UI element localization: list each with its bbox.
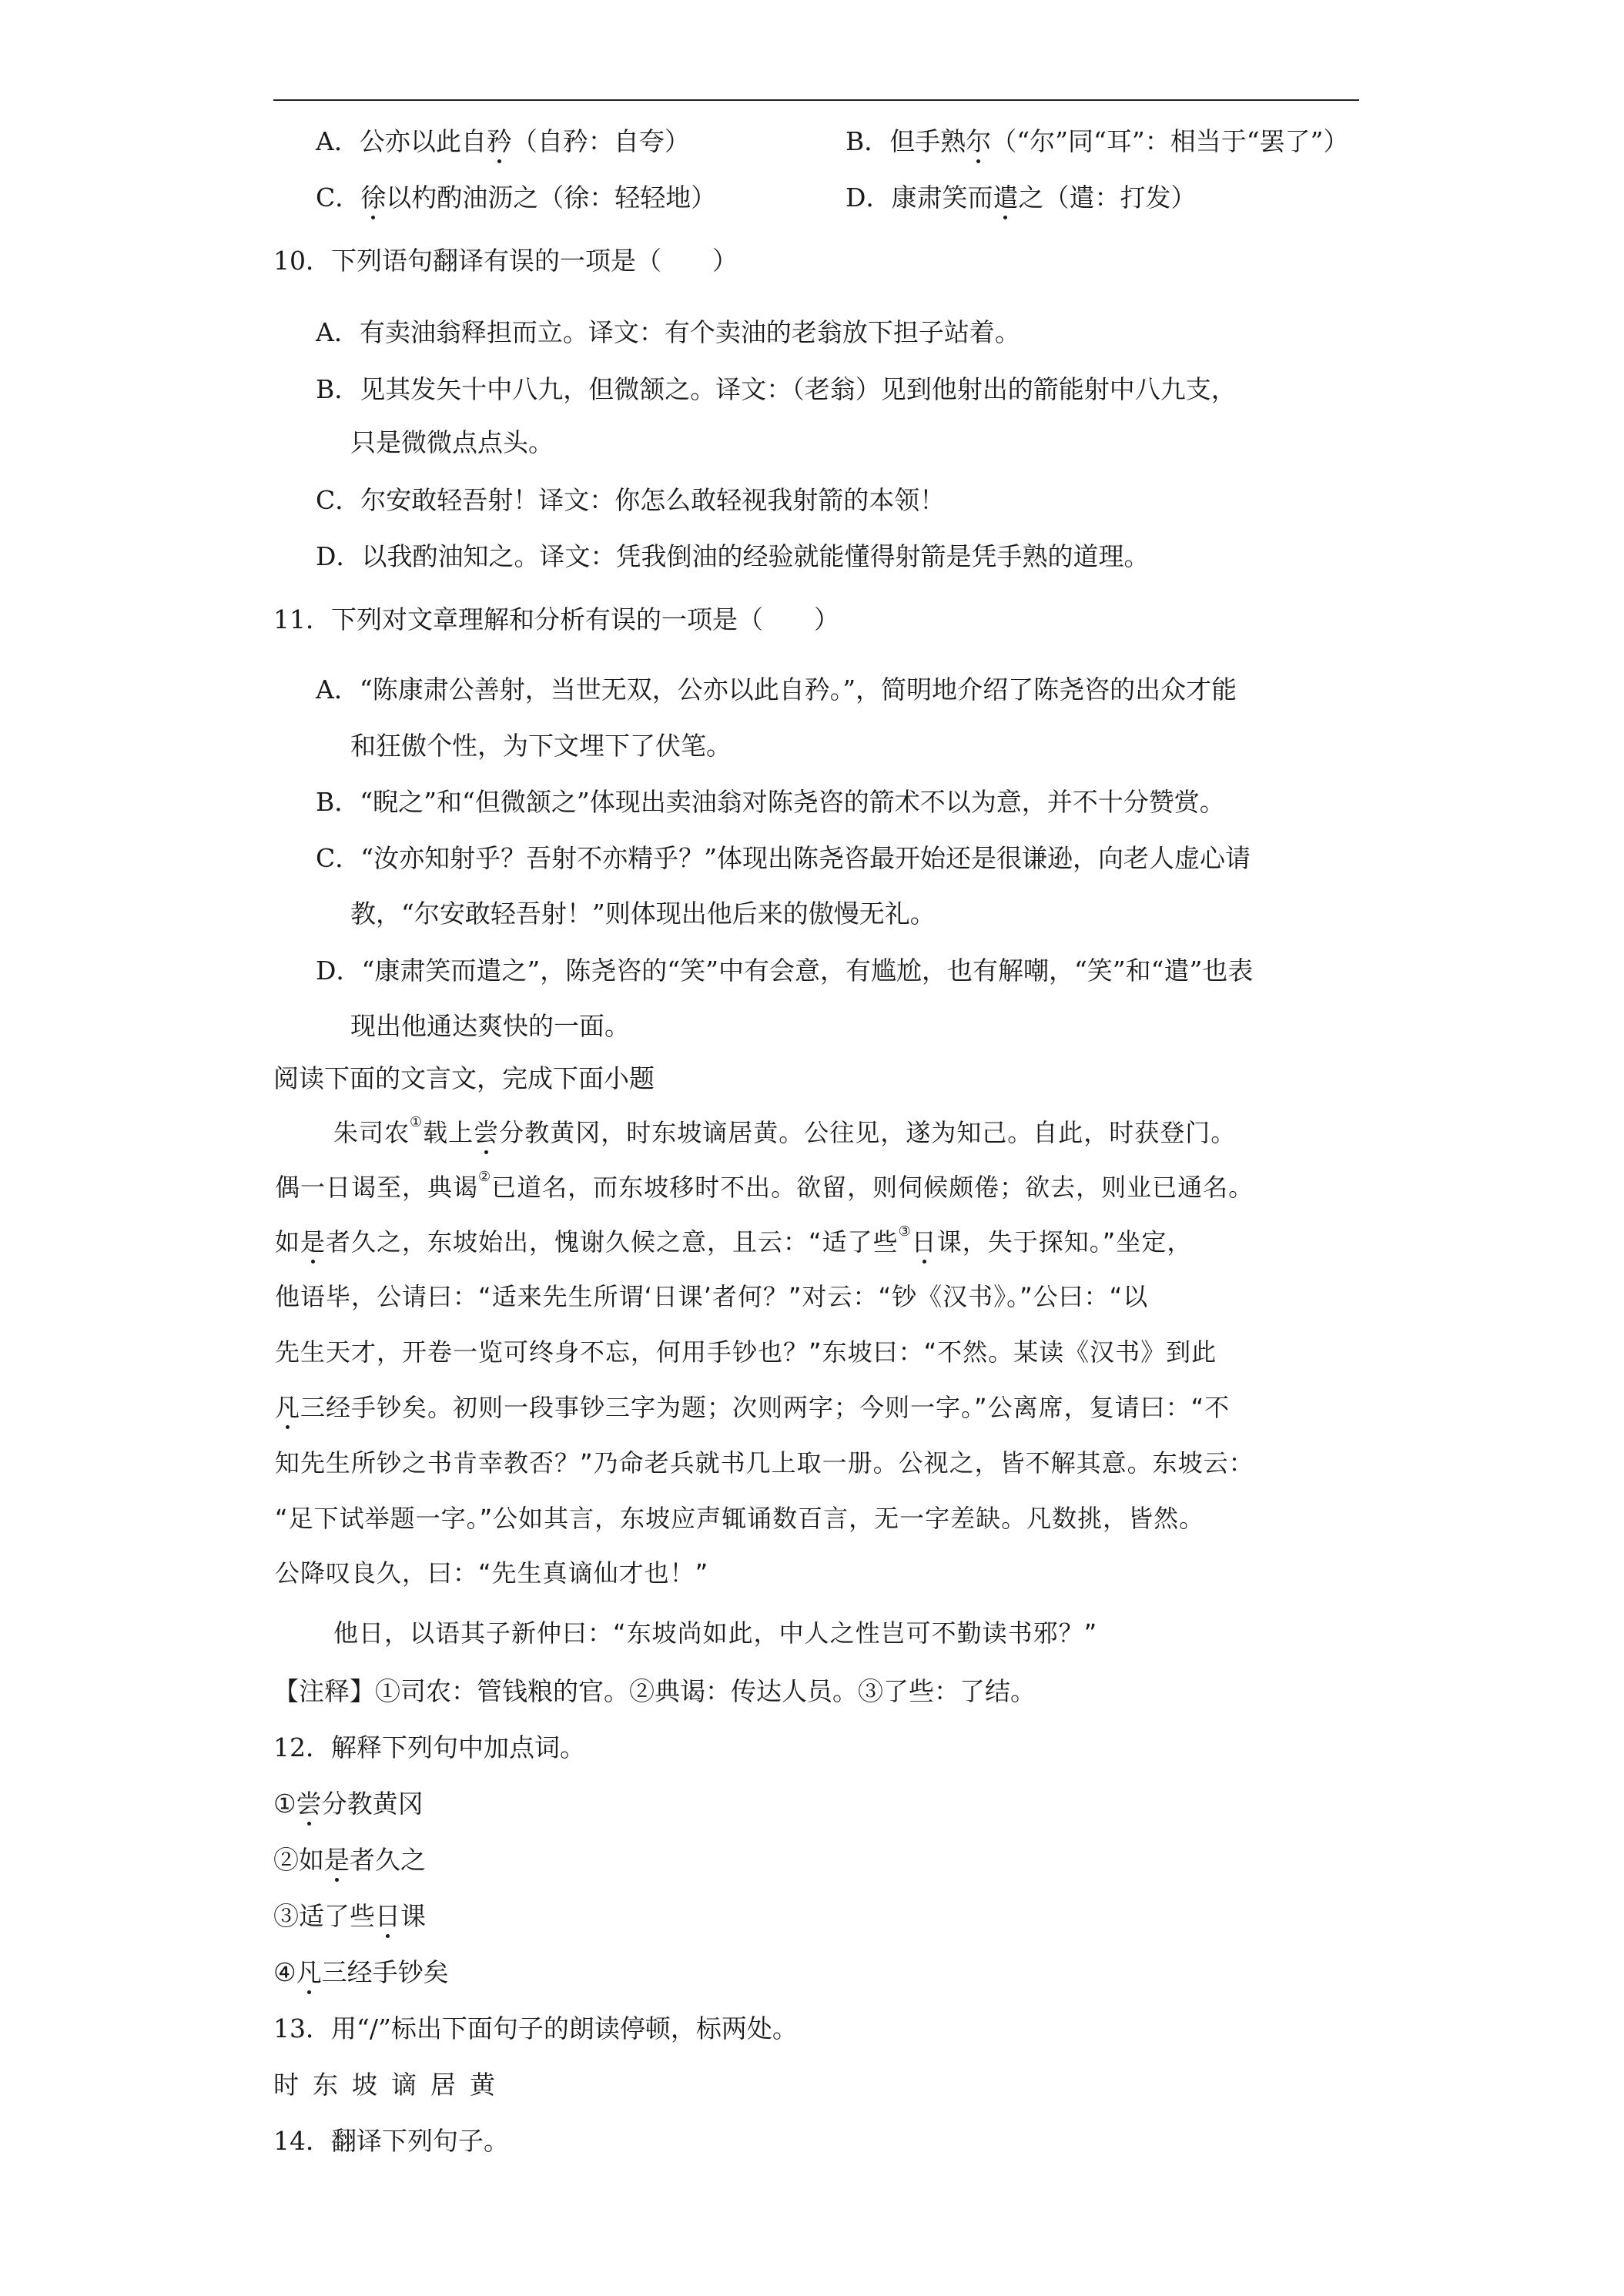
passage-dotted-char: 尝 bbox=[474, 1118, 500, 1147]
q10-option-c: C．尔安敢轻吾射！译文：你怎么敢轻视我射箭的本领！ bbox=[316, 485, 946, 515]
q12-item-2 bbox=[273, 1847, 426, 1873]
q12-dotted-char: 是 bbox=[324, 1845, 350, 1875]
q9-option-d bbox=[845, 182, 1197, 213]
q9-a-gloss: （自矜：自夸） bbox=[511, 126, 690, 156]
item-text: ②如 bbox=[273, 1845, 324, 1875]
q12-item-1 bbox=[273, 1789, 424, 1819]
q12-stem: 12．解释下列句中加点词。 bbox=[273, 1732, 585, 1762]
q9-d-dotted-char: 遣 bbox=[993, 182, 1019, 213]
q11-option-d-line2: 现出他通达爽快的一面。 bbox=[350, 1011, 630, 1041]
q9-d-text: D．康肃笑而 bbox=[845, 182, 993, 213]
header-rule bbox=[273, 99, 1359, 101]
passage-line-8: “足下试举题一字。”公如其言，东坡应声辄诵数百言，无一字差缺。凡数挑，皆然。 bbox=[275, 1504, 1205, 1533]
q13-sentence: 时东坡谪居黄 bbox=[273, 2070, 509, 2100]
q10-option-b-line1: B．见其发矢十中八九，但微颔之。译文：（老翁）见到他射出的箭能射中八九支， bbox=[316, 374, 1237, 404]
q10-stem: 10．下列语句翻译有误的一项是（ ） bbox=[273, 246, 738, 276]
q9-a-text: A．公亦以此自 bbox=[316, 126, 487, 156]
q12-item-4 bbox=[273, 1957, 449, 1987]
passage-text: 分教黄冈，时东坡谪居黄。公往见，遂为知己。自此，时获登门。 bbox=[499, 1118, 1237, 1147]
q11-option-a-line2: 和狂傲个性，为下文埋下了伏笔。 bbox=[350, 731, 732, 761]
footnote-marker: ③ bbox=[898, 1223, 912, 1240]
passage-text: 三经手钞矣。初则一段事钞三字为题；次则两字；今则一字。”公离席，复请曰：“不 bbox=[300, 1393, 1231, 1422]
passage-dotted-char: 日 bbox=[911, 1227, 937, 1257]
passage-text: 课，失于探知。”坐定， bbox=[936, 1227, 1193, 1257]
passage-text: 朱司农 bbox=[333, 1118, 410, 1147]
q11-option-b: B．“睨之”和“但微颔之”体现出卖油翁对陈尧咨的箭术不以为意，并不十分赞赏。 bbox=[316, 787, 1225, 817]
passage-text: 者久之，东坡始出，愧谢久候之意，且云：“适了些 bbox=[326, 1227, 899, 1257]
q9-c-text: C． bbox=[316, 182, 361, 213]
item-text: 三经手钞矣 bbox=[321, 1957, 449, 1987]
q9-d-gloss: 之（遣：打发） bbox=[1018, 182, 1197, 213]
q9-b-dotted-char: 尔 bbox=[966, 126, 992, 156]
item-number: ④ bbox=[273, 1957, 296, 1987]
q9-b-text: B．但手熟 bbox=[845, 126, 966, 156]
q10-option-b-line2: 只是微微点点头。 bbox=[350, 427, 554, 457]
q13-stem: 13．用“/”标出下面句子的朗读停顿，标两处。 bbox=[273, 2013, 798, 2043]
q9-c-gloss: 以杓酌油沥之（徐：轻轻地） bbox=[386, 182, 717, 213]
q12-dotted-char: 日 bbox=[375, 1901, 400, 1931]
item-text: 课 bbox=[400, 1901, 426, 1931]
q11-option-c-line1: C．“汝亦知射乎？吾射不亦精乎？”体现出陈尧咨最开始还是很谦逊，向老人虚心请 bbox=[316, 843, 1251, 873]
reading-intro: 阅读下面的文言文，完成下面小题 bbox=[273, 1063, 655, 1093]
passage-line-5: 先生天才，开卷一览可终身不忘，何用手钞也？”东坡曰：“不然。某读《汉书》到此 bbox=[275, 1337, 1217, 1367]
passage-line-10: 他日，以语其子新仲曰：“东坡尚如此，中人之性岂可不勤读书邪？” bbox=[333, 1618, 1098, 1648]
item-text: 分教黄冈 bbox=[321, 1789, 424, 1819]
item-number: ① bbox=[273, 1789, 296, 1819]
passage-dotted-char: 凡 bbox=[275, 1393, 301, 1422]
q10-option-a: A．有卖油翁释担而立。译文：有个卖油的老翁放下担子站着。 bbox=[316, 317, 1020, 347]
q9-c-dotted-char: 徐 bbox=[360, 182, 387, 213]
passage-text: 已道名，而东坡移时不出。欲留，则伺候颇倦；欲去，则业已通名。 bbox=[491, 1173, 1254, 1202]
annotation-notes: 【注释】①司农：管钱粮的官。②典谒：传达人员。③了些：了结。 bbox=[273, 1676, 1036, 1706]
q11-stem: 11．下列对文章理解和分析有误的一项是（ ） bbox=[273, 604, 839, 634]
q11-option-a-line1: A．“陈康肃公善射，当世无双，公亦以此自矜。”，简明地介绍了陈尧咨的出众才能 bbox=[316, 674, 1237, 705]
q9-option-a bbox=[316, 126, 690, 156]
q9-a-dotted-char: 矜 bbox=[486, 126, 512, 156]
passage-line-2 bbox=[275, 1169, 1254, 1202]
q12-dotted-char: 凡 bbox=[296, 1957, 322, 1987]
q9-option-b bbox=[845, 126, 1349, 156]
item-text: 者久之 bbox=[350, 1845, 426, 1875]
passage-line-3 bbox=[275, 1223, 1193, 1257]
passage-line-9: 公降叹良久，曰：“先生真谪仙才也！” bbox=[275, 1558, 709, 1588]
passage-text: 偶一日谒至，典谒 bbox=[275, 1173, 479, 1202]
passage-line-7: 知先生所钞之书肯幸教否？”乃命老兵就书几上取一册。公视之，皆不解其意。东坡云： bbox=[275, 1448, 1254, 1478]
q12-item-3 bbox=[273, 1903, 426, 1929]
passage-line-4: 他语毕，公请曰：“适来先生所谓‘日课’者何？”对云：“钞《汉书》。”公曰：“以 bbox=[275, 1282, 1149, 1311]
passage-line-1 bbox=[333, 1114, 1237, 1147]
q9-b-gloss: （“尔”同“耳”：相当于“罢了”） bbox=[991, 126, 1349, 156]
q11-option-d-line1: D．“康肃笑而遣之”，陈尧咨的“笑”中有会意，有尴尬，也有解嘲，“笑”和“遣”也表 bbox=[316, 956, 1254, 986]
q11-option-c-line2: 教，“尔安敢轻吾射！”则体现出他后来的傲慢无礼。 bbox=[350, 899, 936, 929]
q12-dotted-char: 尝 bbox=[296, 1789, 322, 1819]
passage-text: 如 bbox=[275, 1227, 301, 1257]
footnote-marker: ② bbox=[478, 1169, 492, 1185]
passage-line-6 bbox=[275, 1395, 1230, 1420]
q14-stem: 14．翻译下列句子。 bbox=[273, 2126, 509, 2156]
passage-dotted-char: 是 bbox=[300, 1227, 326, 1257]
item-text: ③适了些 bbox=[273, 1901, 375, 1931]
q9-option-c bbox=[316, 182, 717, 213]
passage-text: 载上 bbox=[423, 1118, 474, 1147]
q10-option-d: D．以我酌油知之。译文：凭我倒油的经验就能懂得射箭是凭手熟的道理。 bbox=[316, 541, 1150, 571]
footnote-marker: ① bbox=[410, 1114, 424, 1130]
